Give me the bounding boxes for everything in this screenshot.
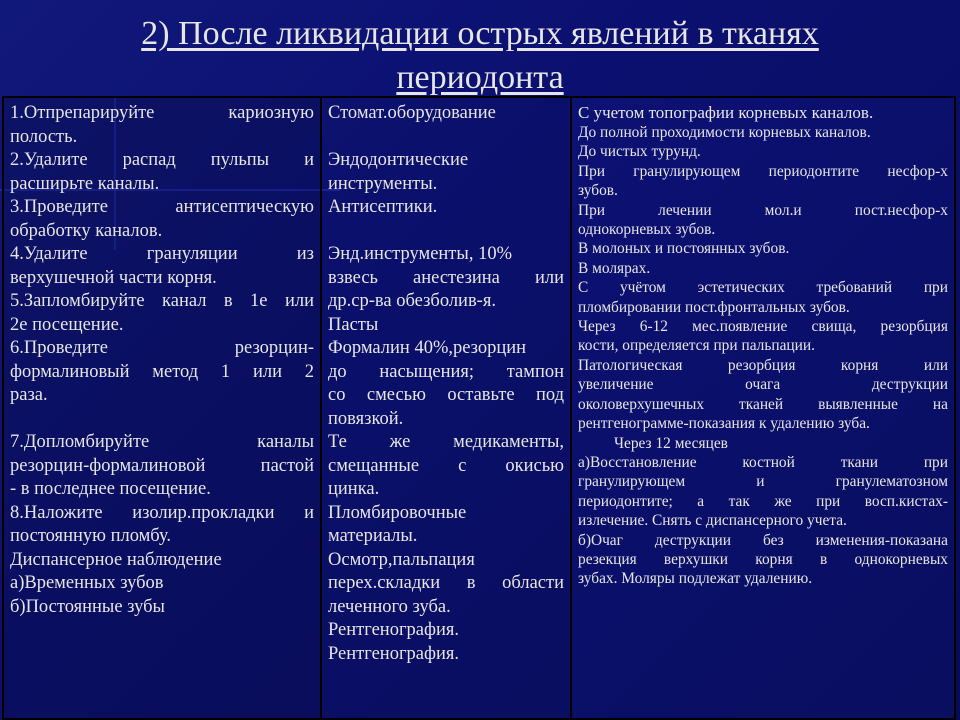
table-row [3,97,955,719]
list-line: Патологическая резорбция корня или [578,356,948,374]
list-line: увеличение очага деструкции [578,376,948,394]
list-line: цинка. [328,479,380,499]
list-line: обработку каналов. [10,220,163,241]
list-line: зубах. Моляры подлежат удалению. [578,570,813,588]
list-line: До чистых турунд. [578,143,701,161]
list-line: - в последнее посещение. [10,479,211,499]
list-line: пломбировании пост.фронтальных зубов. [578,298,850,316]
list-line: инструменты. [328,173,438,194]
list-line: Осмотр,пальпация [328,549,475,570]
list-line: леченного зуба. [328,596,451,617]
list-line: а)Временных зубов [10,573,164,593]
list-line: однокорневых зубов. [578,221,716,239]
list-line: 1.Отпрепарируйте кариозную [10,103,314,123]
list-line: С учётом эстетических требований при [578,279,948,297]
slide-title [0,12,960,100]
list-line: зубов. [578,182,618,200]
list-line: Пломбировочные [328,502,467,523]
list-line: Через 12 месяцев [614,434,728,452]
materials-column [321,97,571,719]
list-line: резекция верхушки корня в однокорневых [578,550,948,568]
list-line: Формалин 40%,резорцин [328,338,527,358]
list-line: Рентгенография. [328,620,460,640]
list-line: При лечении мол.и пост.несфор-х [578,201,948,219]
list-line: др.ср-ва обезболив-я. [328,291,496,311]
list-line: 2е посещение. [10,314,124,335]
list-line: постоянную пломбу. [10,526,172,546]
list-line: полость. [10,126,78,147]
list-line: повязкой. [328,408,404,429]
list-line: формалиновый метод 1 или 2 [10,361,314,382]
list-line: 5.Запломбируйте канал в 1е или [10,291,314,311]
list-line: До полной проходимости корневых каналов. [578,124,871,141]
notes-lead: С учетом топографии корневых каналов. [578,103,874,122]
list-line: 2.Удалите распад пульпы и [10,150,314,170]
list-line: В молярах. [578,259,651,277]
list-line: Рентгенография. [328,643,460,664]
list-line: Те же медикаменты, [328,432,564,452]
title-line-1: 2) После ликвидации острых явлений в тканях [141,15,819,52]
list-line: излечение. Снять с диспансерного учета. [578,512,847,530]
steps-column [3,97,321,719]
list-line: а)Восстановление костной ткани при [578,453,948,471]
list-line: Диспансерное наблюдение [10,549,222,570]
list-line: периодонтите; а так же при восп.кистах- [578,492,948,510]
list-line: В молоных и постоянных зубов. [578,240,790,258]
list-line: взвесь анестезина или [328,267,564,288]
list-line: до насыщения; тампон [328,361,564,382]
list-line: резорцин-формалиновой пастой [10,455,314,476]
list-line: б)Очаг деструкции без изменения-показана [578,531,948,549]
list-line: Энд.инструменты, 10% [328,244,512,264]
list-line: Пасты [328,314,379,335]
list-line: расширьте каналы. [10,173,160,194]
list-line: со смесью оставьте под [328,385,564,405]
list-line: перех.складки в области [328,573,564,593]
list-line: 4.Удалите грануляции из [10,244,314,264]
list-line [328,126,564,150]
list-line [328,220,564,244]
list-line: материалы. [328,526,418,546]
list-line: 6.Проведите резорцин- [10,338,314,358]
list-line: кости, определяется при пальпации. [578,337,815,355]
content-table [2,96,956,720]
list-line: Эндодонтические [328,150,469,170]
list-line: раза. [10,385,48,405]
list-line: Стомат.оборудование [328,103,496,123]
list-line: Через 6-12 мес.появление свища, резорбция [578,318,948,336]
list-line: Антисептики. [328,197,438,217]
list-line: При гранулирующем периодонтите несфор-х [578,162,948,180]
list-line: рентгенограмме-показания к удалению зуба. [578,415,870,433]
list-line: смещанные с окисью [328,455,564,476]
list-line: околоверхушечных тканей выявленные на [578,395,948,413]
list-line: 7.Допломбируйте каналы [10,432,314,452]
list-line: 8.Наложите изолир.прокладки и [10,502,314,523]
list-line: верхушечной части корня. [10,267,217,288]
title-line-2: периодонта [396,59,564,96]
list-line: б)Постоянные зубы [10,596,165,617]
notes-column [571,97,955,719]
list-line [10,408,314,432]
list-line: гранулирующем и гранулематозном [578,473,948,491]
list-line: 3.Проведите антисептическую [10,197,314,217]
